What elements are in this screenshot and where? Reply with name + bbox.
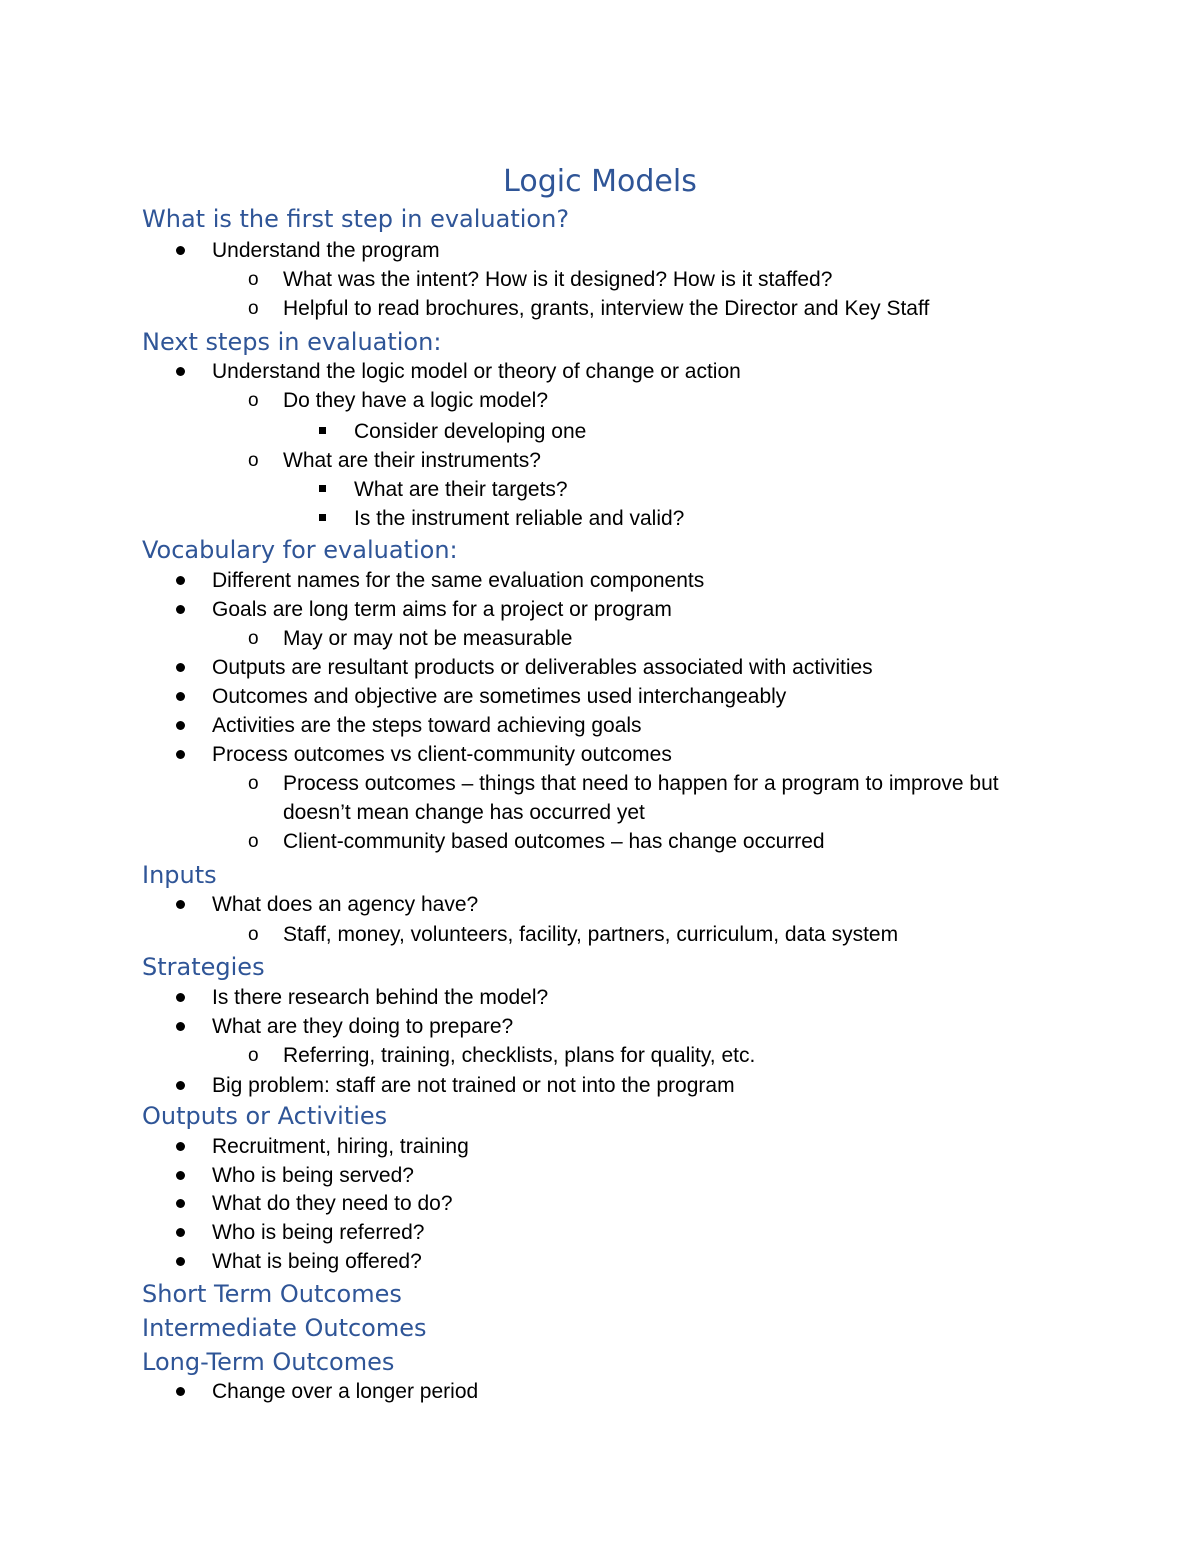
bullet-dot-icon	[176, 1199, 185, 1208]
bullet-item: Recruitment, hiring, training	[212, 1132, 469, 1161]
bullet-dot-icon	[176, 1022, 185, 1031]
bullet-item: Who is being referred?	[212, 1218, 424, 1247]
sub-sub-bullet-item: Consider developing one	[354, 417, 586, 446]
bullet-dot-icon	[176, 1257, 185, 1266]
bullet-dot-icon	[176, 1387, 185, 1396]
circle-bullet-icon: o	[248, 390, 259, 411]
square-bullet-icon	[319, 427, 326, 434]
circle-bullet-icon: o	[248, 924, 259, 945]
sub-bullet-item: o Staff, money, volunteers, facility, partners, curriculum, data system	[283, 920, 898, 949]
bullet-dot-icon	[176, 721, 185, 730]
bullet-item: Change over a longer period	[212, 1377, 478, 1406]
bullet-dot-icon	[176, 1142, 185, 1151]
bullet-item: Different names for the same evaluation components	[212, 566, 704, 595]
document-title: Logic Models	[503, 164, 697, 199]
section-heading-first-step: What is the first step in evaluation?	[142, 205, 570, 233]
section-heading-short-term: Short Term Outcomes	[142, 1280, 402, 1308]
sub-bullet-item: o What was the intent? How is it designed? How is it staffed?	[283, 265, 832, 294]
sub-sub-bullet-item: Is the instrument reliable and valid?	[354, 504, 684, 533]
bullet-dot-icon	[176, 1081, 185, 1090]
sub-sub-bullet-item: What are their targets?	[354, 475, 568, 504]
section-heading-inputs: Inputs	[142, 861, 217, 889]
sub-bullet-item: o Helpful to read brochures, grants, interview the Director and Key Staff	[283, 294, 929, 323]
bullet-dot-icon	[176, 576, 185, 585]
sub-bullet-item: o Process outcomes – things that need to happen for a program to improve but	[283, 769, 999, 798]
sub-bullet-item: o What are their instruments?	[283, 446, 541, 475]
sub-bullet-item: o Referring, training, checklists, plans for quality, etc.	[283, 1041, 755, 1070]
section-heading-long-term: Long-Term Outcomes	[142, 1348, 395, 1376]
bullet-item: What does an agency have?	[212, 890, 478, 919]
bullet-item: What do they need to do?	[212, 1189, 453, 1218]
bullet-item: Understand the logic model or theory of change or action	[212, 357, 741, 386]
bullet-item: Outputs are resultant products or deliverables associated with activities	[212, 653, 873, 682]
bullet-item: Is there research behind the model?	[212, 983, 548, 1012]
circle-bullet-icon: o	[248, 628, 259, 649]
square-bullet-icon	[319, 485, 326, 492]
section-heading-next-steps: Next steps in evaluation:	[142, 328, 442, 356]
bullet-item: Activities are the steps toward achieving goals	[212, 711, 642, 740]
bullet-item: Understand the program	[212, 236, 440, 265]
bullet-item: Who is being served?	[212, 1161, 414, 1190]
bullet-dot-icon	[176, 367, 185, 376]
bullet-item: Goals are long term aims for a project or program	[212, 595, 672, 624]
bullet-dot-icon	[176, 900, 185, 909]
bullet-item: What are they doing to prepare?	[212, 1012, 513, 1041]
section-heading-vocabulary: Vocabulary for evaluation:	[142, 536, 458, 564]
bullet-dot-icon	[176, 605, 185, 614]
bullet-dot-icon	[176, 993, 185, 1002]
bullet-dot-icon	[176, 663, 185, 672]
bullet-dot-icon	[176, 246, 185, 255]
bullet-dot-icon	[176, 692, 185, 701]
bullet-dot-icon	[176, 1228, 185, 1237]
section-heading-strategies: Strategies	[142, 953, 265, 981]
circle-bullet-icon: o	[248, 773, 259, 794]
bullet-dot-icon	[176, 1171, 185, 1180]
sub-bullet-item: o Client-community based outcomes – has change occurred	[283, 827, 825, 856]
square-bullet-icon	[319, 514, 326, 521]
circle-bullet-icon: o	[248, 269, 259, 290]
circle-bullet-icon: o	[248, 298, 259, 319]
sub-bullet-item: o May or may not be measurable	[283, 624, 572, 653]
circle-bullet-icon: o	[248, 1045, 259, 1066]
section-heading-outputs: Outputs or Activities	[142, 1102, 388, 1130]
bullet-dot-icon	[176, 750, 185, 759]
bullet-item: Big problem: staff are not trained or not into the program	[212, 1071, 735, 1100]
sub-bullet-continuation: doesn’t mean change has occurred yet	[283, 801, 645, 824]
circle-bullet-icon: o	[248, 831, 259, 852]
section-heading-intermediate: Intermediate Outcomes	[142, 1314, 427, 1342]
sub-bullet-item: o Do they have a logic model?	[283, 386, 548, 415]
bullet-item: Outcomes and objective are sometimes used interchangeably	[212, 682, 786, 711]
bullet-item: What is being offered?	[212, 1247, 422, 1276]
circle-bullet-icon: o	[248, 450, 259, 471]
bullet-item: Process outcomes vs client-community outcomes	[212, 740, 672, 769]
